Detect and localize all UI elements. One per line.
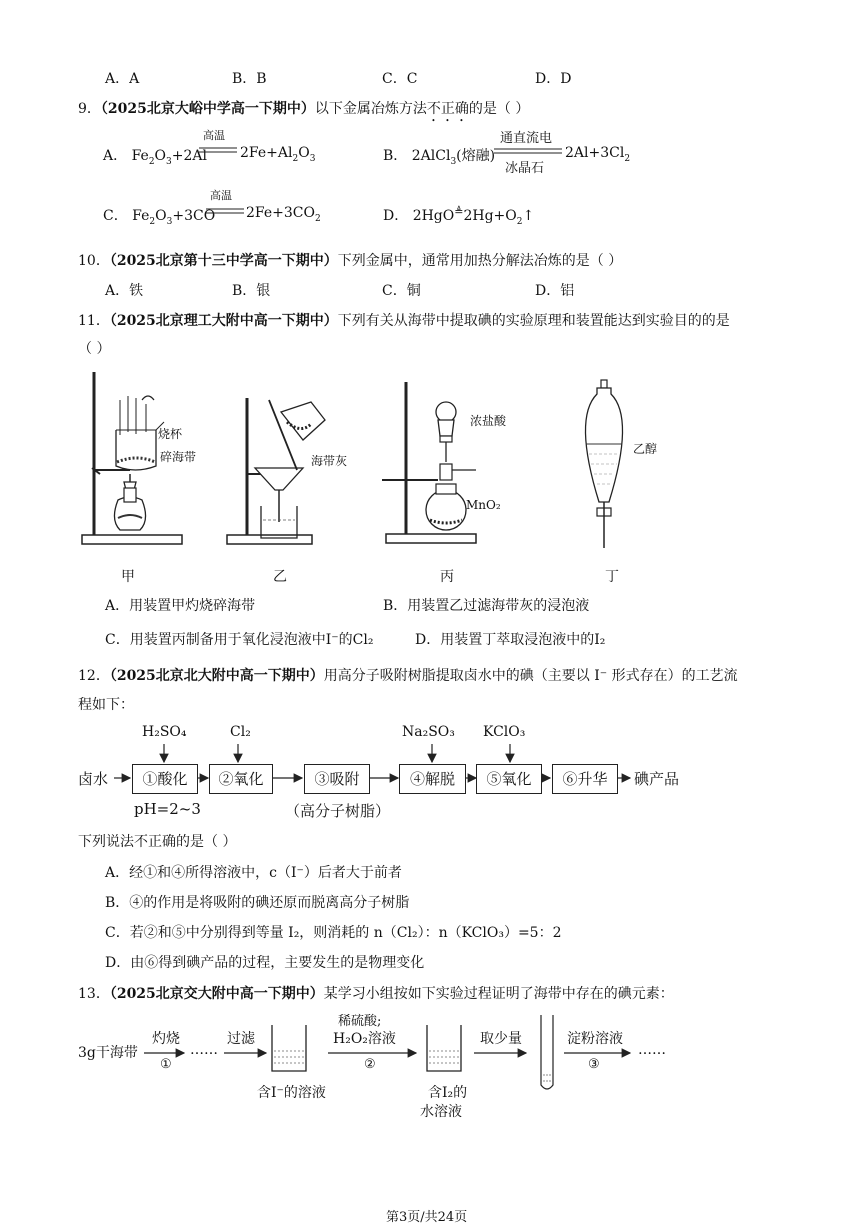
q12-option-b: B．④的作用是将吸附的碘还原而脱离高分子树脂: [105, 895, 410, 911]
q13-step3-top: 淀粉溶液: [567, 1031, 623, 1047]
flow-step-5: ⑤氧化: [476, 764, 542, 794]
q9-option-b: [383, 145, 495, 167]
q9-option-b-lhs: 2AlCl$_3$(熔融): [411, 148, 496, 167]
q12-source: （2025北京北大附中高一下期中）: [109, 668, 324, 684]
q13-filter: 过滤: [227, 1031, 255, 1047]
flow-step-4: ④解脱: [399, 764, 466, 794]
flow-reagent-cl2: Cl₂: [230, 724, 251, 740]
q11-paren: （ ）: [78, 341, 111, 357]
label-beaker: 烧杯: [158, 427, 183, 441]
q9-stem: [78, 98, 529, 125]
flow-step-2: ②氧化: [209, 764, 273, 794]
q9-option-b-condition-top: 通直流电: [500, 131, 553, 146]
q8-option-a: A．A: [105, 71, 140, 87]
q9-option-b-condition-bottom: 冰晶石: [505, 161, 545, 176]
flow-note-resin: （高分子树脂）: [285, 802, 391, 820]
flow-reagent-na2so3: Na₂SO₃: [402, 724, 455, 740]
flow-start-brine: 卤水: [78, 770, 109, 788]
q12-option-c: C．若②和⑤中分别得到等量 I₂，则消耗的 n（Cl₂）：n（KClO₃）=5：2: [105, 925, 562, 941]
q13-beaker2-label2: 水溶液: [420, 1104, 462, 1120]
q11-stem: [78, 310, 730, 330]
q13-step3-bottom: ③: [588, 1057, 600, 1072]
q9-option-a-equals: [199, 146, 239, 154]
q8-option-d: D．D: [535, 71, 572, 87]
apparatus-ding-illustration: [575, 378, 635, 553]
label-conc-hcl: 浓盐酸: [470, 414, 507, 428]
q11-option-c: C．用装置丙制备用于氧化浸泡液中I⁻的Cl₂: [105, 632, 374, 648]
q13-start: 3g干海带: [78, 1045, 138, 1061]
q10-option-c: C．铜: [382, 283, 421, 299]
q10-text: 下列金属中，通常用加热分解法冶炼的是（ ）: [337, 253, 623, 269]
q11-option-d: D．用装置丁萃取浸泡液中的I₂: [415, 632, 606, 648]
q8-option-b: B．B: [232, 71, 267, 87]
q9-option-a-rhs: $2Fe+Al_2O_3$: [240, 145, 316, 164]
q13-dots-1: ……: [190, 1042, 218, 1058]
flow-note-ph: pH=2~3: [134, 800, 201, 818]
apparatus-bing-illustration: [380, 380, 490, 550]
flow-step-1: ①酸化: [132, 764, 198, 794]
q9-option-c-rhs: $2Fe+3CO_2$: [246, 205, 321, 224]
caption-jia: 甲: [121, 569, 135, 585]
q9-option-c-condition: 高温: [210, 189, 232, 202]
q11-source: （2025北京理工大附中高一下期中）: [109, 313, 338, 329]
q9-option-c: [103, 205, 215, 227]
q13-step2-bottom: ②: [364, 1057, 376, 1072]
q10-option-a: A．铁: [105, 283, 144, 299]
q9-source: （2025北京大峪中学高一下期中）: [100, 101, 315, 117]
label-mno2: MnO₂: [466, 498, 501, 512]
label-ethanol: 乙醇: [633, 442, 658, 456]
q13-text: 某学习小组按如下实验过程证明了海带中存在的碘元素：: [323, 986, 674, 1002]
q10-number: 10．: [78, 253, 110, 269]
apparatus-yi-illustration: [225, 390, 348, 550]
q9-option-d-label: D．: [383, 208, 409, 224]
q13-stem: [78, 983, 674, 1003]
flow-step-3: ③吸附: [304, 764, 370, 794]
q10-stem: [78, 250, 622, 270]
q11-option-a: A．用装置甲灼烧碎海带: [105, 598, 256, 614]
q9-option-a-lhs: $Fe_2O_3+2Al$: [131, 148, 207, 167]
flow-end-product: 碘产品: [634, 770, 680, 788]
flow-step-6: ⑥升华: [552, 764, 618, 794]
q11-text: 下列有关从海带中提取碘的实验原理和装置能达到实验目的的是: [337, 313, 730, 329]
q12-option-d: D．由⑥得到碘产品的过程，主要发生的是物理变化: [105, 955, 425, 971]
flow-reagent-kclo3: KClO₃: [483, 724, 526, 740]
q13-number: 13．: [78, 986, 110, 1002]
q9-text-emph: 不正确: [426, 101, 469, 117]
q13-step1-top: 灼烧: [152, 1031, 180, 1047]
q12-text-line1: 用高分子吸附树脂提取卤水中的碘（主要以 I⁻ 形式存在）的工艺流: [323, 668, 738, 684]
q13-step2-top1: 稀硫酸;: [338, 1014, 382, 1029]
q12-stem: [78, 665, 738, 685]
q13-take-some: 取少量: [480, 1031, 522, 1047]
q9-option-d: [383, 205, 534, 227]
page-footer: 第3页/共24页: [386, 1210, 468, 1225]
caption-bing: 丙: [440, 569, 454, 585]
q13-source: （2025北京交大附中高一下期中）: [109, 986, 324, 1002]
q8-option-c: C．C: [382, 71, 418, 87]
q13-process-diagram: [140, 1015, 640, 1095]
caption-yi: 乙: [273, 569, 287, 585]
q10-option-d: D．铝: [535, 283, 575, 299]
q9-option-a: [103, 145, 207, 167]
q13-step2-top2: H₂O₂溶液: [333, 1031, 396, 1047]
q9-option-b-equals: [494, 147, 564, 155]
q9-option-c-label: C．: [103, 208, 128, 224]
flow-reagent-h2so4: H₂SO₄: [142, 724, 187, 740]
q9-option-a-label: A．: [103, 148, 128, 164]
q9-option-b-label: B．: [383, 148, 408, 164]
q12-text-line2: 程如下：: [78, 697, 134, 713]
q12-option-a: A．经①和④所得溶液中，c（I⁻）后者大于前者: [105, 865, 402, 881]
q9-option-b-rhs: $2Al+3Cl_2$: [565, 145, 631, 164]
q9-option-c-equals: [206, 207, 246, 215]
q9-option-a-condition: 高温: [203, 129, 225, 142]
q13-dots-2: ……: [638, 1042, 666, 1058]
q9-option-d-equation: $2HgO^≜2Hg+O_2↑$: [412, 205, 535, 227]
q13-beaker1-label: 含I⁻的溶液: [257, 1085, 326, 1101]
q11-number: 11．: [78, 313, 110, 329]
q9-option-c-lhs: $Fe_2O_3+3CO$: [132, 208, 216, 227]
q12-number: 12．: [78, 668, 110, 684]
q9-text-a: 以下金属冶炼方法: [314, 101, 427, 117]
q10-source: （2025北京第十三中学高一下期中）: [109, 253, 338, 269]
label-seaweed-ash: 海带灰: [311, 454, 348, 468]
q11-option-b: B．用装置乙过滤海带灰的浸泡液: [383, 598, 590, 614]
q13-step1-bottom: ①: [160, 1057, 172, 1072]
q9-number: 9．: [78, 101, 101, 117]
caption-ding: 丁: [605, 569, 619, 585]
q9-text-b: 的是（ ）: [468, 101, 530, 117]
q12-prompt: 下列说法不正确的是（ ）: [78, 834, 237, 850]
q13-beaker2-label1: 含I₂的: [428, 1085, 468, 1101]
q10-option-b: B．银: [232, 283, 271, 299]
label-crushed-seaweed: 碎海带: [160, 450, 197, 464]
